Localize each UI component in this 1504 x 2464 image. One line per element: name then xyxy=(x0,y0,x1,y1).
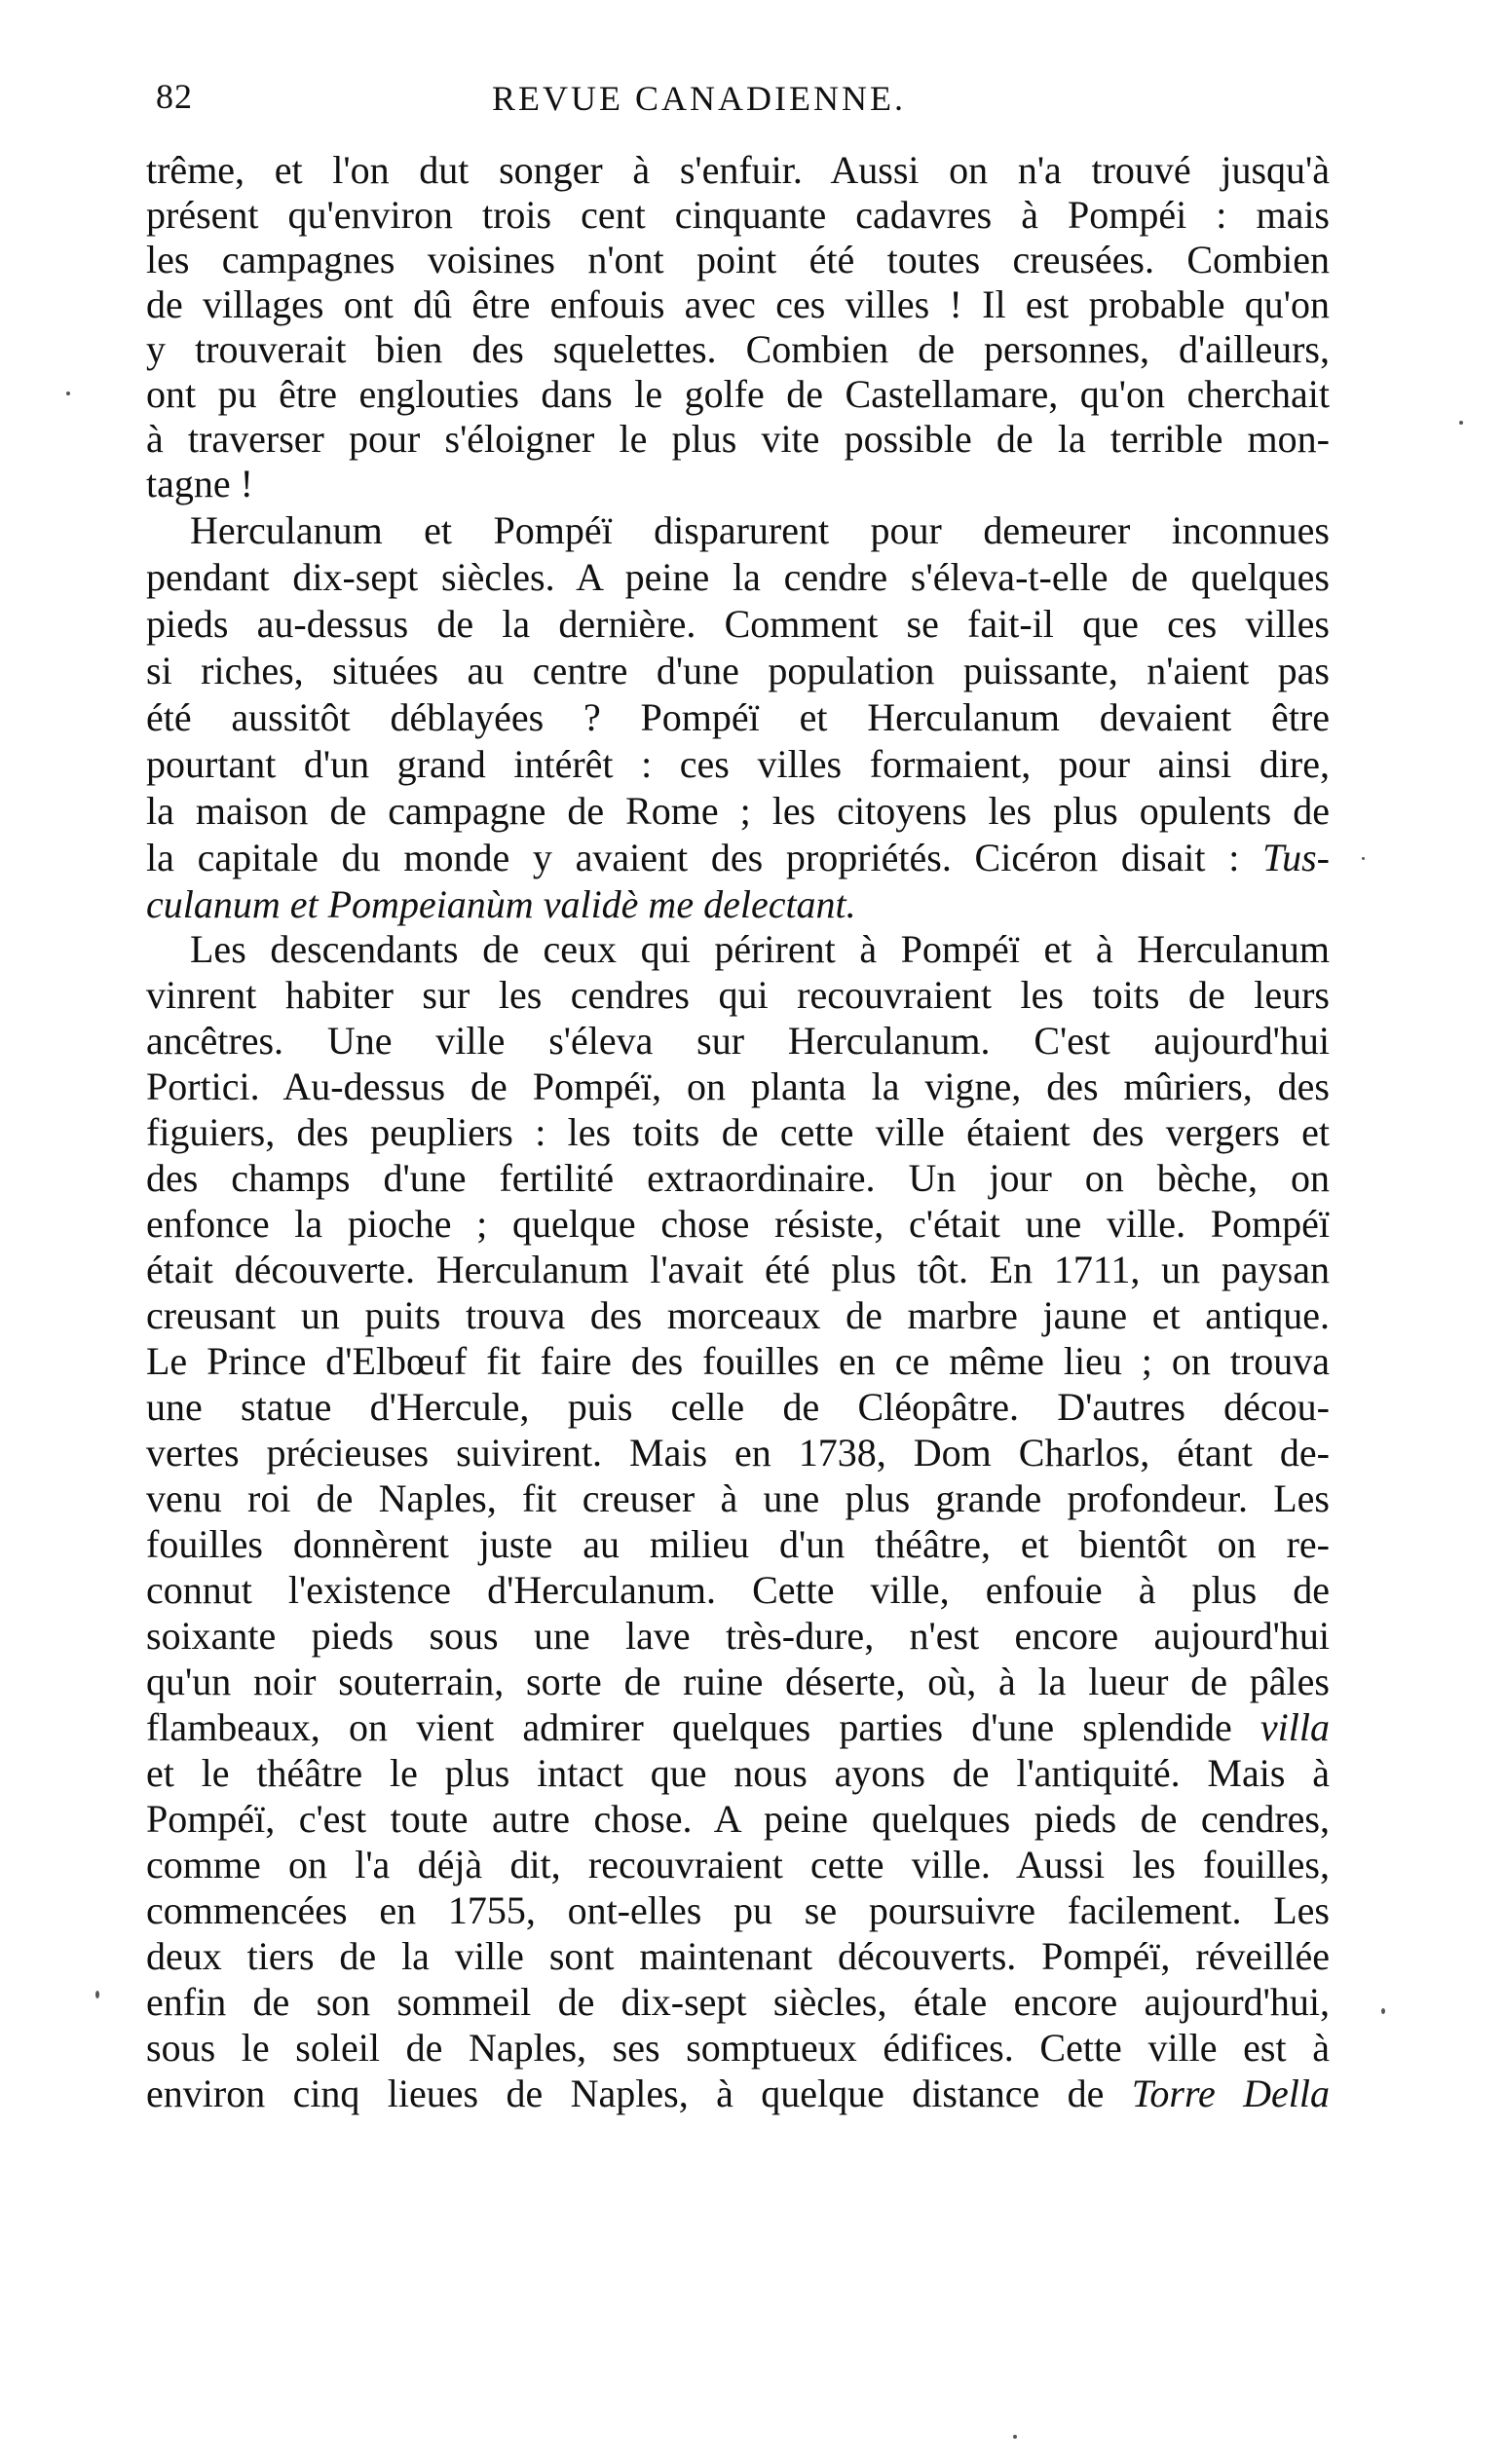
text-line: une statue d'Hercule, puis celle de Cléopâtre. D'autres décou- xyxy=(146,1385,1330,1429)
text-line: de villages ont dû être enfouis avec ces villes ! Il est probable qu'on xyxy=(146,282,1330,326)
text-line: pourtant d'un grand intérêt : ces villes formaient, pour ainsi dire, xyxy=(146,742,1330,786)
italic-text: Tus- xyxy=(1262,836,1330,879)
text-line: commencées en 1755, ont-elles pu se poursuivre facilement. Les xyxy=(146,1888,1330,1932)
text-line: trême, et l'on dut songer à s'enfuir. Aussi on n'a trouvé jusqu'à xyxy=(146,148,1330,192)
text-line: était découverte. Herculanum l'avait été plus tôt. En 1711, un paysan xyxy=(146,1248,1330,1291)
text-line: vinrent habiter sur les cendres qui recouvraient les toits de leurs xyxy=(146,973,1330,1017)
text-line: soixante pieds sous une lave très-dure, n'est encore aujourd'hui xyxy=(146,1614,1330,1658)
text-line: la maison de campagne de Rome ; les citoyens les plus opulents de xyxy=(146,789,1330,833)
line-text: flambeaux, on vient admirer quelques parties d'une splendide xyxy=(146,1705,1232,1749)
italic-quote: culanum et Pompeianùm validè me delectant. xyxy=(146,882,856,926)
text-line: tagne ! xyxy=(146,462,253,505)
line-text: environ cinq lieues de Naples, à quelque distance de xyxy=(146,2072,1105,2115)
text-line: enfin de son sommeil de dix-sept siècles, étale encore aujourd'hui, xyxy=(146,1980,1330,2024)
text-line: enfonce la pioche ; quelque chose résiste, c'était une ville. Pompéï xyxy=(146,1202,1330,1246)
text-line: vertes précieuses suivirent. Mais en 1738, Dom Charlos, étant de- xyxy=(146,1431,1330,1475)
italic-text: villa xyxy=(1260,1705,1330,1749)
text-line: Les descendants de ceux qui périrent à Pompéï et à Herculanum xyxy=(190,927,1330,971)
text-line: les campagnes voisines n'ont point été toutes creusées. Combien xyxy=(146,238,1330,281)
text-line: Pompéï, c'est toute autre chose. A peine quelques pieds de cendres, xyxy=(146,1797,1330,1841)
text-line: si riches, situées au centre d'une population puissante, n'aient pas xyxy=(146,649,1330,692)
print-speck xyxy=(1459,421,1463,425)
text-line: été aussitôt déblayées ? Pompéï et Herculanum devaient être xyxy=(146,695,1330,739)
page-number: 82 xyxy=(156,77,193,116)
print-speck xyxy=(66,392,70,395)
text-line: Le Prince d'Elbœuf fit faire des fouilles en ce même lieu ; on trouva xyxy=(146,1339,1330,1383)
running-head: REVUE CANADIENNE. xyxy=(492,79,906,118)
italic-text: Torre Della xyxy=(1131,2072,1330,2115)
text-line xyxy=(146,880,1330,929)
line-text: la capitale du monde y avaient des propriétés. Cicéron disait : xyxy=(146,836,1240,879)
text-line xyxy=(146,1703,1330,1752)
text-line: présent qu'environ trois cent cinquante cadavres à Pompéi : mais xyxy=(146,193,1330,237)
text-line xyxy=(146,834,1330,882)
text-line: des champs d'une fertilité extraordinaire. Un jour on bèche, on xyxy=(146,1156,1330,1200)
text-line: pendant dix-sept siècles. A peine la cendre s'éleva-t-elle de quelques xyxy=(146,555,1330,599)
text-line: à traverser pour s'éloigner le plus vite possible de la terrible mon- xyxy=(146,417,1330,461)
text-line: venu roi de Naples, fit creuser à une plus grande profondeur. Les xyxy=(146,1476,1330,1520)
text-line: connut l'existence d'Herculanum. Cette ville, enfouie à plus de xyxy=(146,1568,1330,1612)
text-line: Portici. Au-dessus de Pompéï, on planta la vigne, des mûriers, des xyxy=(146,1064,1330,1108)
text-line: fouilles donnèrent juste au milieu d'un théâtre, et bientôt on re- xyxy=(146,1522,1330,1566)
text-line: sous le soleil de Naples, ses somptueux édifices. Cette ville est à xyxy=(146,2026,1330,2070)
print-speck xyxy=(1381,2008,1385,2014)
text-line: Herculanum et Pompéï disparurent pour demeurer inconnues xyxy=(190,508,1330,552)
text-line: qu'un noir souterrain, sorte de ruine déserte, où, à la lueur de pâles xyxy=(146,1660,1330,1703)
text-line: figuiers, des peupliers : les toits de cette ville étaient des vergers et xyxy=(146,1110,1330,1154)
text-line: deux tiers de la ville sont maintenant découverts. Pompéï, réveillée xyxy=(146,1934,1330,1978)
text-line: y trouverait bien des squelettes. Combien de personnes, d'ailleurs, xyxy=(146,327,1330,371)
text-line xyxy=(146,2070,1330,2118)
text-line: pieds au-dessus de la dernière. Comment se fait-il que ces villes xyxy=(146,602,1330,646)
text-line: ont pu être englouties dans le golfe de Castellamare, qu'on cherchait xyxy=(146,372,1330,416)
text-line: et le théâtre le plus intact que nous ayons de l'antiquité. Mais à xyxy=(146,1751,1330,1795)
print-speck xyxy=(1362,857,1365,860)
text-line: creusant un puits trouva des morceaux de marbre jaune et antique. xyxy=(146,1293,1330,1337)
print-speck xyxy=(1013,2435,1017,2439)
print-speck xyxy=(95,1991,99,1998)
text-line: comme on l'a déjà dit, recouvraient cette ville. Aussi les fouilles, xyxy=(146,1843,1330,1886)
text-line: ancêtres. Une ville s'éleva sur Herculanum. C'est aujourd'hui xyxy=(146,1019,1330,1063)
